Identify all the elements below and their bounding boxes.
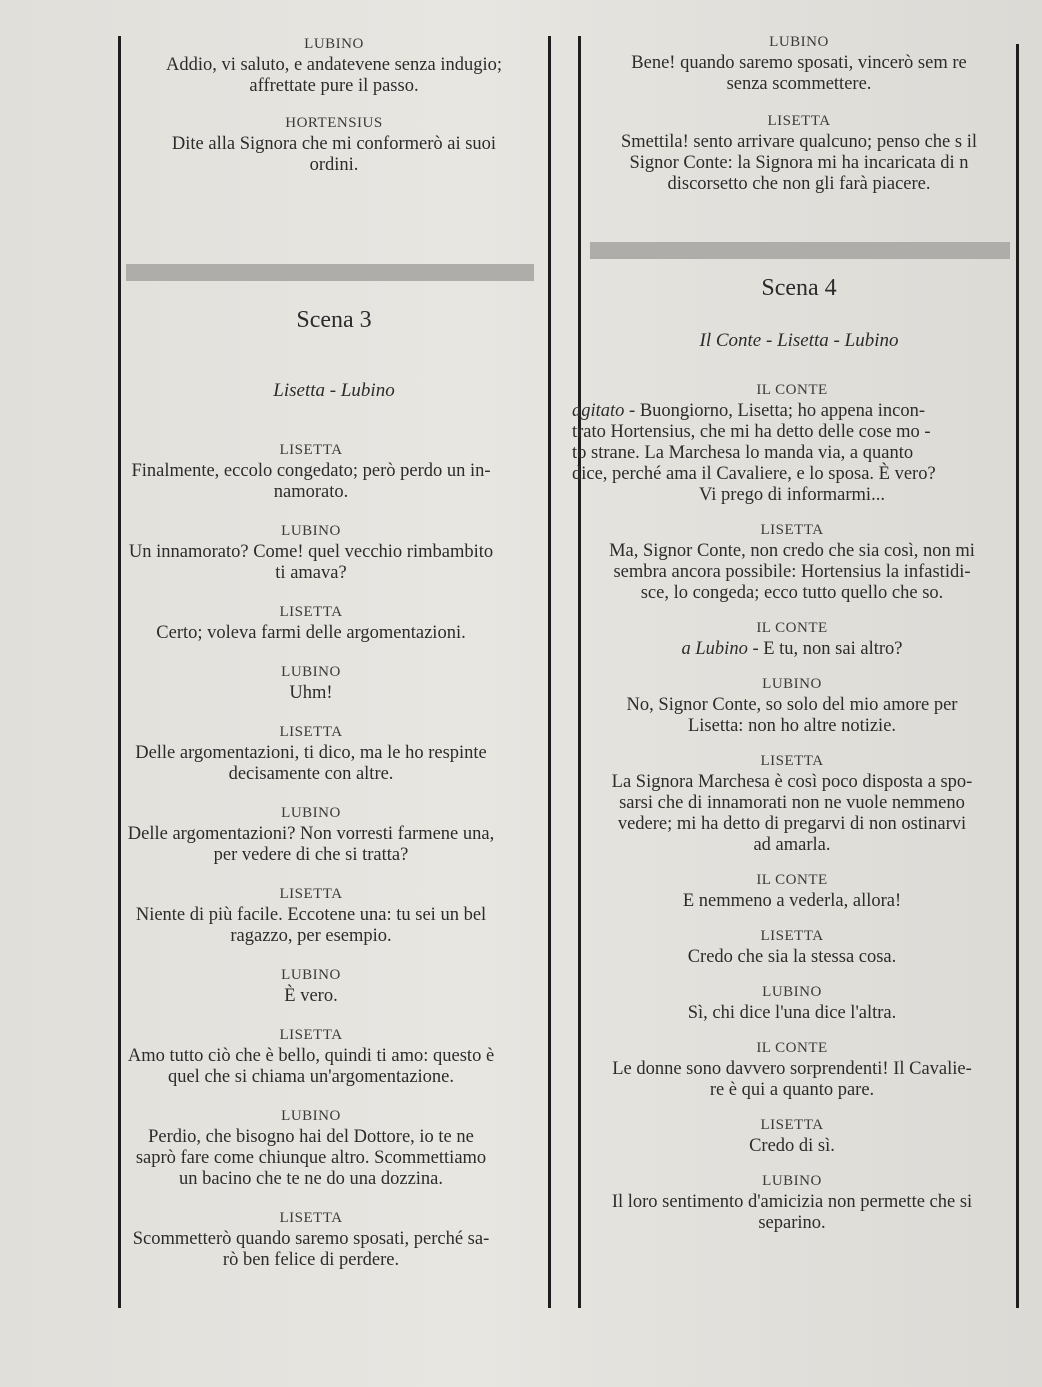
dialogue-line [572, 401, 1012, 422]
dialogue-line: Credo che sia la stessa cosa. [687, 947, 897, 967]
speaker-label: LISETTA [279, 886, 343, 902]
dialogue-block [80, 1027, 542, 1088]
right-scene-heading [586, 274, 1012, 352]
dialogue-block [80, 1210, 542, 1271]
dialogue-block [586, 113, 1012, 195]
dialogue-line: Le donne sono davvero sorprendenti! Il Cavalie- [612, 1059, 972, 1079]
dialogue-line: È vero. [284, 986, 338, 1006]
speaker-label: LUBINO [762, 676, 822, 692]
stage-direction: a Lubino [681, 639, 748, 659]
dialogue-line: ad amarla. [753, 835, 831, 855]
speaker-label: LISETTA [760, 522, 824, 538]
dialogue-line: Sì, chi dice l'una dice l'altra. [687, 1003, 897, 1023]
speaker-label: LUBINO [762, 984, 822, 1000]
dialogue-block [572, 676, 1012, 737]
speaker-label: LISETTA [767, 113, 831, 129]
dialogue-block [572, 620, 1012, 660]
dialogue-line: Un innamorato? Come! quel vecchio rimbambito [128, 542, 494, 562]
dialogue-block [80, 886, 542, 947]
dialogue-block [80, 664, 542, 704]
scene-cast: Lisetta - Lubino [273, 380, 395, 401]
speaker-label: LUBINO [281, 805, 341, 821]
dialogue-block [80, 1108, 542, 1190]
speaker-label: LISETTA [279, 604, 343, 620]
dialogue-line: Scommetterò quando saremo sposati, perché sa- [132, 1229, 490, 1249]
speaker-label: LISETTA [279, 1027, 343, 1043]
dialogue-block [80, 967, 542, 1007]
dialogue-line: per vedere di che si tratta? [213, 845, 409, 865]
speaker-label: LUBINO [281, 664, 341, 680]
dialogue-line: affrettate pure il passo. [249, 76, 419, 96]
dialogue-line: quel che si chiama un'argomentazione. [167, 1067, 455, 1087]
dialogue-line: Signor Conte: la Signora mi ha incaricata di n [629, 153, 969, 173]
dialogue-line: dice, perché ama il Cavaliere, e lo sposa. È vero? [572, 464, 936, 484]
dialogue-line: Credo di sì. [749, 1136, 835, 1156]
speaker-label: IL CONTE [756, 1040, 828, 1056]
dialogue-line: decisamente con altre. [228, 764, 394, 784]
dialogue-line: ti amava? [275, 563, 347, 583]
speaker-label: LISETTA [279, 1210, 343, 1226]
dialogue-line: Bene! quando saremo sposati, vincerò sem re [631, 53, 967, 73]
dialogue-line: separino. [758, 1213, 826, 1233]
dialogue-line: Addio, vi saluto, e andatevene senza indugio; [166, 55, 502, 75]
speaker-label: IL CONTE [756, 872, 828, 888]
speaker-label: LUBINO [304, 36, 364, 52]
dialogue-block [80, 805, 542, 866]
right-dialogue [572, 382, 1012, 1248]
dialogue-line: senza scommettere. [726, 74, 872, 94]
dialogue-line: Il loro sentimento d'amicizia non permette che si [611, 1192, 973, 1212]
dialogue-block [80, 442, 542, 503]
dialogue-line: Finalmente, eccolo congedato; però perdo un in- [131, 461, 491, 481]
right-scene-divider-bar [590, 242, 1010, 259]
dialogue-line: trato Hortensius, che mi ha detto delle cose mo - [572, 422, 931, 442]
dialogue-line: saprò fare come chiunque altro. Scommettiamo [135, 1148, 487, 1168]
dialogue-block [128, 115, 540, 176]
dialogue-line: Dite alla Signora che mi conformerò ai suoi [171, 134, 497, 154]
left-inner-rule [548, 36, 551, 1308]
right-outer-rule [1016, 44, 1019, 1308]
dialogue-line: Certo; voleva farmi delle argomentazioni. [156, 623, 466, 643]
dialogue-block [572, 522, 1012, 604]
dialogue-block [572, 928, 1012, 968]
dialogue-block [572, 753, 1012, 856]
dialogue-line: Lisetta: non ho altre notizie. [687, 716, 897, 736]
dialogue-block [572, 984, 1012, 1024]
speaker-label: LUBINO [769, 34, 829, 50]
dialogue-line: vedere; mi ha detto di pregarvi di non ostinarvi [617, 814, 967, 834]
dialogue-line: E nemmeno a vederla, allora! [682, 891, 902, 911]
dialogue-line: ragazzo, per esempio. [230, 926, 392, 946]
left-scene-divider-bar [126, 264, 534, 281]
dialogue-line: Perdio, che bisogno hai del Dottore, io te ne [148, 1127, 474, 1147]
left-top-text [128, 36, 540, 190]
dialogue-line [572, 639, 1012, 660]
dialogue-block [572, 1040, 1012, 1101]
dialogue-line: sarsi che di innamorati non ne vuole nemmeno [619, 793, 965, 813]
speaker-label: IL CONTE [756, 620, 828, 636]
dialogue-block [572, 1117, 1012, 1157]
dialogue-line: un bacino che te ne do una dozzina. [178, 1169, 444, 1189]
speaker-label: LISETTA [279, 442, 343, 458]
dialogue-line: No, Signor Conte, so solo del mio amore per [626, 695, 958, 715]
dialogue-line: ordini. [309, 155, 359, 175]
dialogue-line: sce, lo congeda; ecco tutto quello che so. [640, 583, 944, 603]
speaker-label: LUBINO [762, 1173, 822, 1189]
dialogue-text: - Buongiorno, Lisetta; ho appena incon- [629, 401, 925, 421]
scene-cast: Il Conte - Lisetta - Lubino [699, 330, 899, 351]
dialogue-block [586, 34, 1012, 95]
scene-title: Scena 3 [296, 307, 372, 333]
dialogue-block [80, 724, 542, 785]
dialogue-line: Delle argomentazioni, ti dico, ma le ho respinte [135, 743, 487, 763]
dialogue-line: namorato. [273, 482, 349, 502]
dialogue-line: discorsetto che non gli farà piacere. [667, 174, 931, 194]
speaker-label: LISETTA [279, 724, 343, 740]
dialogue-text: - E tu, non sai altro? [752, 639, 903, 659]
dialogue-line: Niente di più facile. Eccotene una: tu sei un bel [135, 905, 487, 925]
dialogue-block [128, 36, 540, 97]
dialogue-line: rò ben felice di perdere. [222, 1250, 400, 1270]
left-dialogue [80, 442, 542, 1285]
scene-title: Scena 4 [761, 275, 837, 301]
dialogue-block [572, 382, 1012, 506]
dialogue-block [80, 523, 542, 584]
dialogue-line: Ma, Signor Conte, non credo che sia così, non mi [609, 541, 975, 561]
dialogue-line: La Signora Marchesa è così poco disposta a spo- [611, 772, 973, 792]
dialogue-block [572, 872, 1012, 912]
speaker-label: LUBINO [281, 1108, 341, 1124]
speaker-label: HORTENSIUS [285, 115, 383, 131]
dialogue-block [572, 1173, 1012, 1234]
dialogue-line: to strane. La Marchesa lo manda via, a quanto [572, 443, 914, 463]
speaker-label: LISETTA [760, 753, 824, 769]
dialogue-line: sembra ancora possibile: Hortensius la infastidi- [613, 562, 971, 582]
dialogue-line: re è qui a quanto pare. [709, 1080, 875, 1100]
speaker-label: IL CONTE [756, 382, 828, 398]
dialogue-line: Uhm! [289, 683, 333, 703]
left-scene-heading [128, 306, 540, 402]
speaker-label: LISETTA [760, 1117, 824, 1133]
dialogue-line: Vi prego di informarmi... [699, 485, 885, 505]
speaker-label: LUBINO [281, 967, 341, 983]
speaker-label: LISETTA [760, 928, 824, 944]
right-top-text [586, 34, 1012, 209]
dialogue-line: Smettila! sento arrivare qualcuno; penso che s il [620, 132, 978, 152]
dialogue-block [80, 604, 542, 644]
dialogue-line: Delle argomentazioni? Non vorresti farmene una, [127, 824, 495, 844]
dialogue-line: Amo tutto ciò che è bello, quindi ti amo: questo è [127, 1046, 495, 1066]
speaker-label: LUBINO [281, 523, 341, 539]
stage-direction: agitato [572, 401, 625, 421]
